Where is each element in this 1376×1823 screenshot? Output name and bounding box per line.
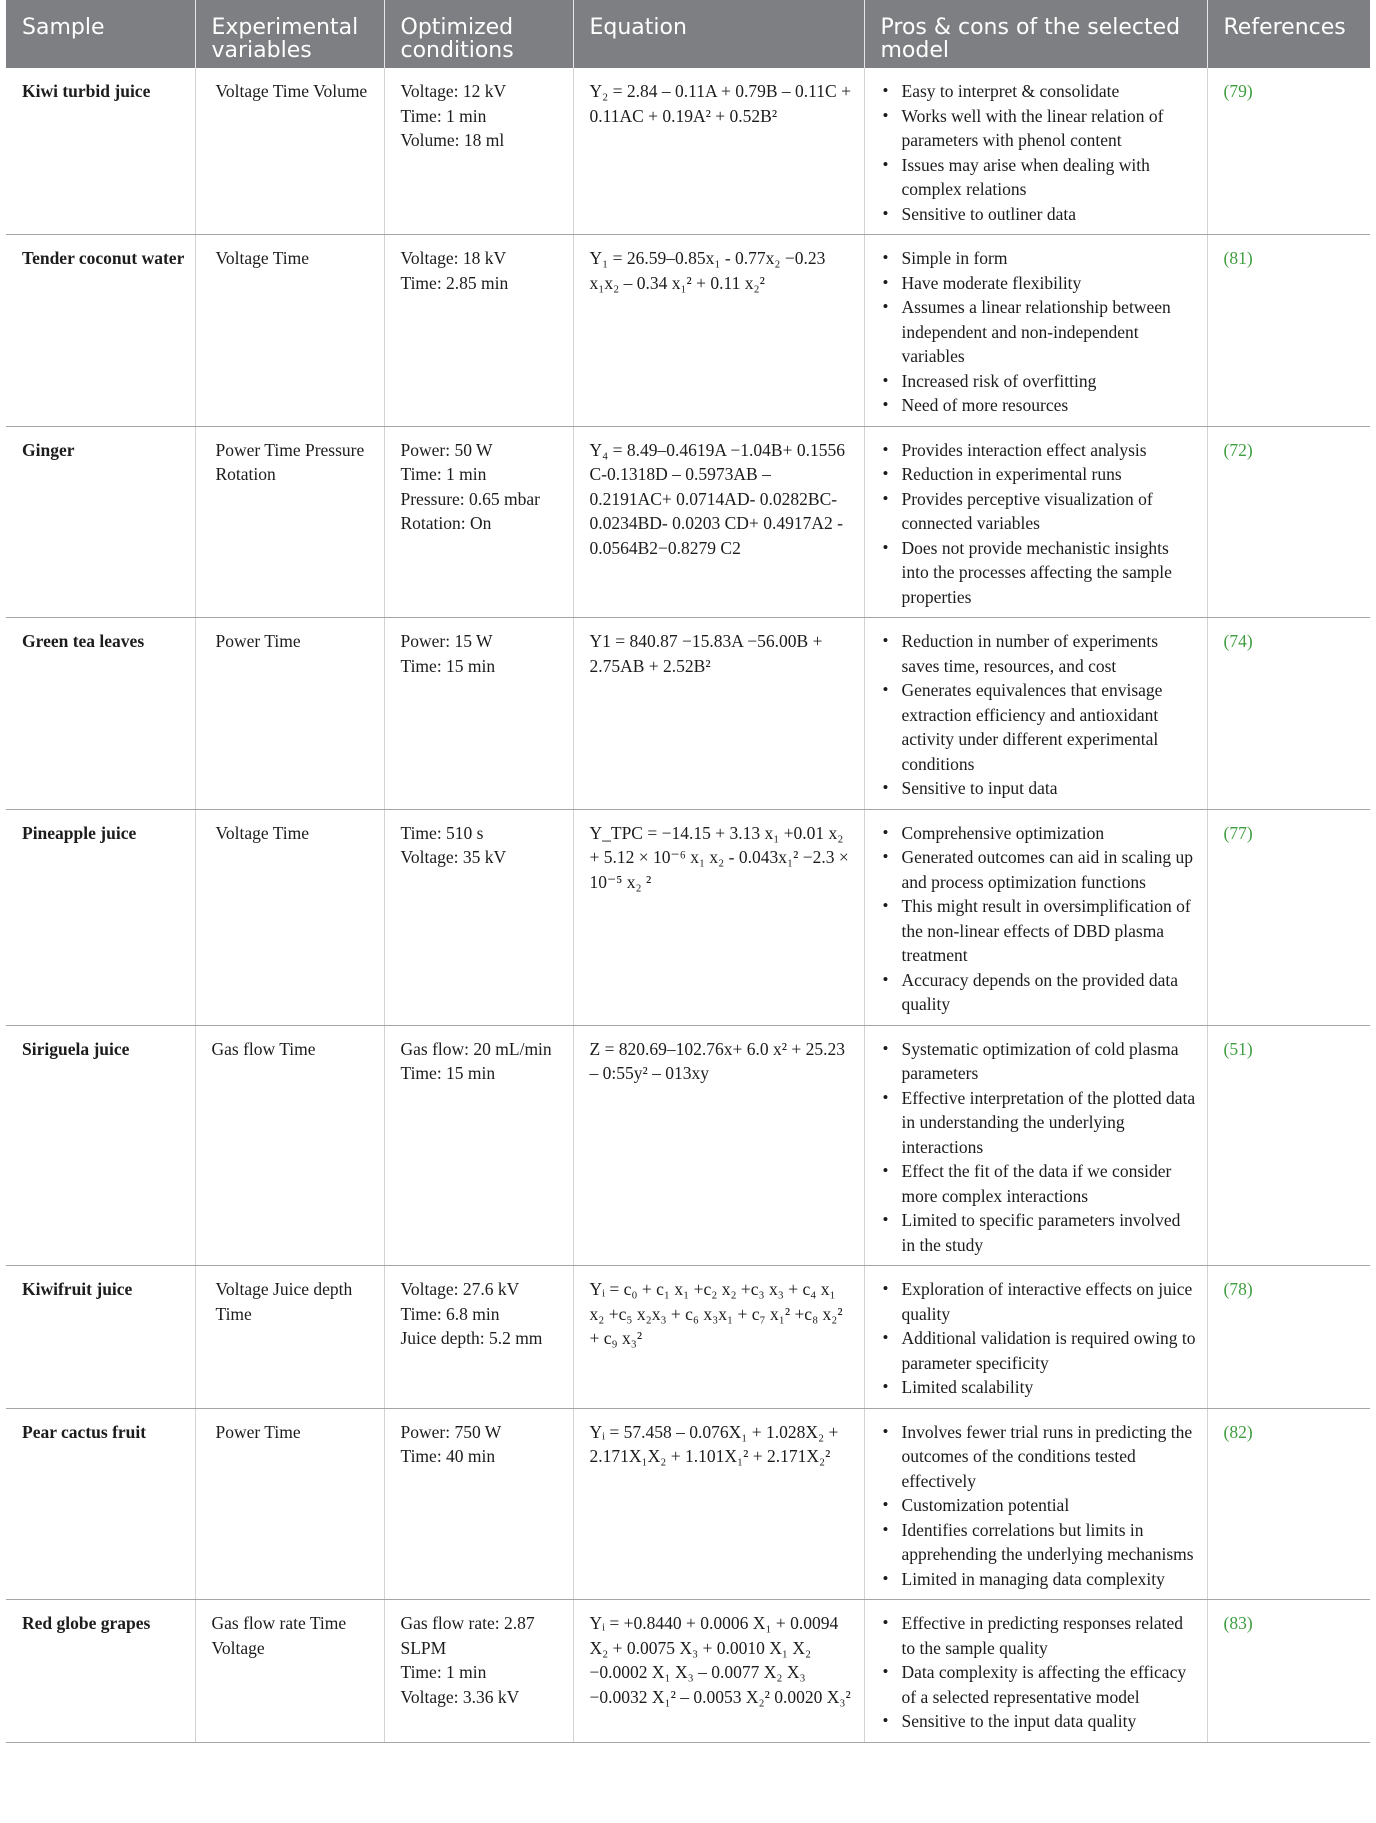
table-header bbox=[6, 0, 1370, 68]
table-row bbox=[6, 1266, 1370, 1409]
sample-cell: Red globe grapes bbox=[6, 1600, 195, 1743]
pros-cons-item: • Exploration of interactive effects on juice quality bbox=[881, 1277, 1197, 1326]
equation-cell: Y₄ = 8.49–0.4619A −1.04B+ 0.1556 C-0.1318D – 0.5973AB – 0.2191AC+ 0.0714AD- 0.0282BC- 0.0234BD- 0.0203 CD+ 0.4917A2 - 0.0564B2−0.8279 C2 bbox=[573, 426, 864, 618]
reference-link[interactable]: (81) bbox=[1207, 235, 1370, 427]
table-row bbox=[6, 426, 1370, 618]
equation-cell: Y₁ = 26.59–0.85x₁ - 0.77x₂ −0.23 x₁x₂ – 0.34 x₁² + 0.11 x₂² bbox=[573, 235, 864, 427]
pros-cons-item: • Customization potential bbox=[881, 1493, 1197, 1518]
variables-cell: Gas flow rate Time Voltage bbox=[195, 1600, 384, 1743]
pros-cons-item: • Works well with the linear relation of parameters with phenol content bbox=[881, 104, 1197, 153]
pros-cons-cell bbox=[864, 809, 1207, 1025]
variables-cell: Gas flow Time bbox=[195, 1025, 384, 1266]
conditions-cell bbox=[384, 68, 573, 235]
pros-cons-item: • Systematic optimization of cold plasma parameters bbox=[881, 1037, 1197, 1086]
pros-cons-cell bbox=[864, 1600, 1207, 1743]
pros-cons-item: • Reduction in experimental runs bbox=[881, 462, 1197, 487]
pros-cons-item: • Simple in form bbox=[881, 246, 1197, 271]
sample-cell: Pear cactus fruit bbox=[6, 1408, 195, 1600]
reference-link[interactable]: (74) bbox=[1207, 618, 1370, 810]
table-row bbox=[6, 809, 1370, 1025]
header-references: References bbox=[1207, 0, 1370, 68]
reference-link[interactable]: (79) bbox=[1207, 68, 1370, 235]
conditions-cell bbox=[384, 809, 573, 1025]
condition-line: Volume: 18 ml bbox=[400, 130, 505, 150]
table-row bbox=[6, 68, 1370, 235]
pros-cons-item: • Provides perceptive visualization of connected variables bbox=[881, 487, 1197, 536]
pros-cons-item: • Limited scalability bbox=[881, 1375, 1197, 1400]
conditions-cell bbox=[384, 1266, 573, 1409]
header-row bbox=[6, 0, 1370, 68]
conditions-cell bbox=[384, 618, 573, 810]
header-equation: Equation bbox=[573, 0, 864, 68]
pros-cons-list bbox=[881, 629, 1197, 801]
reference-link[interactable]: (77) bbox=[1207, 809, 1370, 1025]
variables-cell: Voltage Time Volume bbox=[195, 68, 384, 235]
pros-cons-cell bbox=[864, 426, 1207, 618]
condition-line: Rotation: On bbox=[400, 513, 492, 533]
condition-line: Time: 1 min bbox=[400, 1662, 487, 1682]
condition-line: Voltage: 27.6 kV bbox=[400, 1279, 520, 1299]
pros-cons-list bbox=[881, 1420, 1197, 1592]
reference-link[interactable]: (72) bbox=[1207, 426, 1370, 618]
sample-cell: Green tea leaves bbox=[6, 618, 195, 810]
variables-cell: Voltage Time bbox=[195, 809, 384, 1025]
reference-link[interactable]: (83) bbox=[1207, 1600, 1370, 1743]
pros-cons-item: • Does not provide mechanistic insights into the processes affecting the sample properties bbox=[881, 536, 1197, 610]
table-row bbox=[6, 1600, 1370, 1743]
pros-cons-item: • Increased risk of overfitting bbox=[881, 369, 1197, 394]
pros-cons-cell bbox=[864, 618, 1207, 810]
pros-cons-item: • Generated outcomes can aid in scaling up and process optimization functions bbox=[881, 845, 1197, 894]
pros-cons-item: • Sensitive to the input data quality bbox=[881, 1709, 1197, 1734]
reference-link[interactable]: (82) bbox=[1207, 1408, 1370, 1600]
variables-cell: Power Time bbox=[195, 1408, 384, 1600]
condition-line: Power: 50 W bbox=[400, 439, 493, 460]
conditions-cell bbox=[384, 1025, 573, 1266]
sample-cell: Siriguela juice bbox=[6, 1025, 195, 1266]
pros-cons-item: • Effect the fit of the data if we consider more complex interactions bbox=[881, 1159, 1197, 1208]
reference-link[interactable]: (78) bbox=[1207, 1266, 1370, 1409]
pros-cons-item: • Assumes a linear relationship between independent and non-independent variables bbox=[881, 295, 1197, 369]
pros-cons-item: • Identifies correlations but limits in apprehending the underlying mechanisms bbox=[881, 1518, 1197, 1567]
header-conditions: Optimized conditions bbox=[384, 0, 573, 68]
table-row bbox=[6, 1025, 1370, 1266]
pros-cons-item: • Sensitive to input data bbox=[881, 776, 1197, 801]
pros-cons-item: • Reduction in number of experiments saves time, resources, and cost bbox=[881, 629, 1197, 678]
equation-cell: Yᵢ = c₀ + c₁ x₁ +c₂ x₂ +c₃ x₃ + c₄ x₁ x₂ +c₅ x₂x₃ + c₆ x₃x₁ + c₇ x₁² +c₈ x₂² + c₉ x₃² bbox=[573, 1266, 864, 1409]
condition-line: Gas flow: 20 mL/min bbox=[400, 1038, 552, 1059]
table-row bbox=[6, 618, 1370, 810]
condition-line: Time: 40 min bbox=[400, 1446, 496, 1466]
pros-cons-item: • Additional validation is required owing to parameter specificity bbox=[881, 1326, 1197, 1375]
pros-cons-item: • Have moderate flexibility bbox=[881, 271, 1197, 296]
condition-line: Time: 6.8 min bbox=[400, 1303, 500, 1324]
pros-cons-list bbox=[881, 821, 1197, 1017]
equation-cell: Y1 = 840.87 −15.83A −56.00B + 2.75AB + 2.52B² bbox=[573, 618, 864, 810]
equation-cell: Yᵢ = 57.458 – 0.076X₁ + 1.028X₂ + 2.171X₁X₂ + 1.101X₁² + 2.171X₂² bbox=[573, 1408, 864, 1600]
condition-line: Power: 15 W bbox=[400, 631, 493, 651]
condition-line: Time: 15 min bbox=[400, 655, 496, 676]
equation-cell: Y₂ = 2.84 – 0.11A + 0.79B – 0.11C + 0.11AC + 0.19A² + 0.52B² bbox=[573, 68, 864, 235]
condition-line: Pressure: 0.65 mbar bbox=[400, 488, 540, 509]
header-variables: Experimental variables bbox=[195, 0, 384, 68]
condition-line: Time: 510 s bbox=[400, 822, 484, 843]
variables-cell: Power Time bbox=[195, 618, 384, 810]
equation-cell: Z = 820.69–102.76x+ 6.0 x² + 25.23 – 0:55y² – 013xy bbox=[573, 1025, 864, 1266]
pros-cons-cell bbox=[864, 1266, 1207, 1409]
sample-cell: Kiwifruit juice bbox=[6, 1266, 195, 1409]
sample-cell: Tender coconut water bbox=[6, 235, 195, 427]
pros-cons-item: • Easy to interpret & consolidate bbox=[881, 79, 1197, 104]
sample-cell: Pineapple juice bbox=[6, 809, 195, 1025]
condition-line: Time: 1 min bbox=[400, 105, 487, 126]
condition-line: Voltage: 12 kV bbox=[400, 81, 507, 101]
condition-line: Juice depth: 5.2 mm bbox=[400, 1328, 543, 1348]
pros-cons-item: • Need of more resources bbox=[881, 393, 1197, 418]
pros-cons-item: • Provides interaction effect analysis bbox=[881, 438, 1197, 463]
pros-cons-item: • Accuracy depends on the provided data quality bbox=[881, 968, 1197, 1017]
sample-cell: Ginger bbox=[6, 426, 195, 618]
header-pros-cons: Pros & cons of the selected model bbox=[864, 0, 1207, 68]
table-row bbox=[6, 235, 1370, 427]
condition-line: Time: 2.85 min bbox=[400, 272, 509, 293]
pros-cons-item: • Generates equivalences that envisage extraction efficiency and antioxidant activity under different experimental conditions bbox=[881, 678, 1197, 776]
table-row bbox=[6, 1408, 1370, 1600]
pros-cons-item: • Limited to specific parameters involved in the study bbox=[881, 1208, 1197, 1257]
condition-line: Voltage: 18 kV bbox=[400, 248, 507, 268]
pros-cons-item: • Involves fewer trial runs in predicting the outcomes of the conditions tested effectively bbox=[881, 1420, 1197, 1494]
condition-line: Time: 1 min bbox=[400, 464, 487, 484]
pros-cons-item: • Comprehensive optimization bbox=[881, 821, 1197, 846]
table-body bbox=[6, 68, 1370, 1742]
conditions-cell bbox=[384, 235, 573, 427]
pros-cons-item: • Effective interpretation of the plotted data in understanding the underlying interactions bbox=[881, 1086, 1197, 1160]
condition-line: Gas flow rate: 2.87 SLPM bbox=[400, 1613, 535, 1658]
rsm-models-table bbox=[6, 0, 1370, 1743]
equation-cell: Yᵢ = +0.8440 + 0.0006 X₁ + 0.0094 X₂ + 0.0075 X₃ + 0.0010 X₁ X₂ −0.0002 X₁ X₃ – 0.0077 X₂ X₃ −0.0032 X₁² – 0.0053 X₂² 0.0020 X₃² bbox=[573, 1600, 864, 1743]
pros-cons-list bbox=[881, 1037, 1197, 1258]
pros-cons-cell bbox=[864, 235, 1207, 427]
pros-cons-list bbox=[881, 1277, 1197, 1400]
pros-cons-item: • Data complexity is affecting the efficacy of a selected representative model bbox=[881, 1660, 1197, 1709]
equation-cell: Y_TPC = −14.15 + 3.13 x₁ +0.01 x₂ + 5.12 × 10⁻⁶ x₁ x₂ - 0.043x₁² −2.3 × 10⁻⁵ x₂ ² bbox=[573, 809, 864, 1025]
variables-cell: Voltage Time bbox=[195, 235, 384, 427]
conditions-cell bbox=[384, 1600, 573, 1743]
pros-cons-cell bbox=[864, 1408, 1207, 1600]
pros-cons-list bbox=[881, 1611, 1197, 1734]
condition-line: Voltage: 35 kV bbox=[400, 847, 507, 867]
sample-cell: Kiwi turbid juice bbox=[6, 68, 195, 235]
conditions-cell bbox=[384, 1408, 573, 1600]
condition-line: Time: 15 min bbox=[400, 1063, 496, 1083]
variables-cell: Power Time Pressure Rotation bbox=[195, 426, 384, 618]
header-sample: Sample bbox=[6, 0, 195, 68]
pros-cons-list bbox=[881, 79, 1197, 226]
conditions-cell bbox=[384, 426, 573, 618]
pros-cons-item: • Limited in managing data complexity bbox=[881, 1567, 1197, 1592]
pros-cons-list bbox=[881, 246, 1197, 418]
reference-link[interactable]: (51) bbox=[1207, 1025, 1370, 1266]
pros-cons-item: • Issues may arise when dealing with complex relations bbox=[881, 153, 1197, 202]
pros-cons-cell bbox=[864, 68, 1207, 235]
pros-cons-item: • This might result in oversimplification of the non-linear effects of DBD plasma treatment bbox=[881, 894, 1197, 968]
condition-line: Power: 750 W bbox=[400, 1421, 502, 1442]
pros-cons-list bbox=[881, 438, 1197, 610]
pros-cons-cell bbox=[864, 1025, 1207, 1266]
condition-line: Voltage: 3.36 kV bbox=[400, 1686, 520, 1707]
variables-cell: Voltage Juice depth Time bbox=[195, 1266, 384, 1409]
pros-cons-item: • Sensitive to outliner data bbox=[881, 202, 1197, 227]
pros-cons-item: • Effective in predicting responses related to the sample quality bbox=[881, 1611, 1197, 1660]
